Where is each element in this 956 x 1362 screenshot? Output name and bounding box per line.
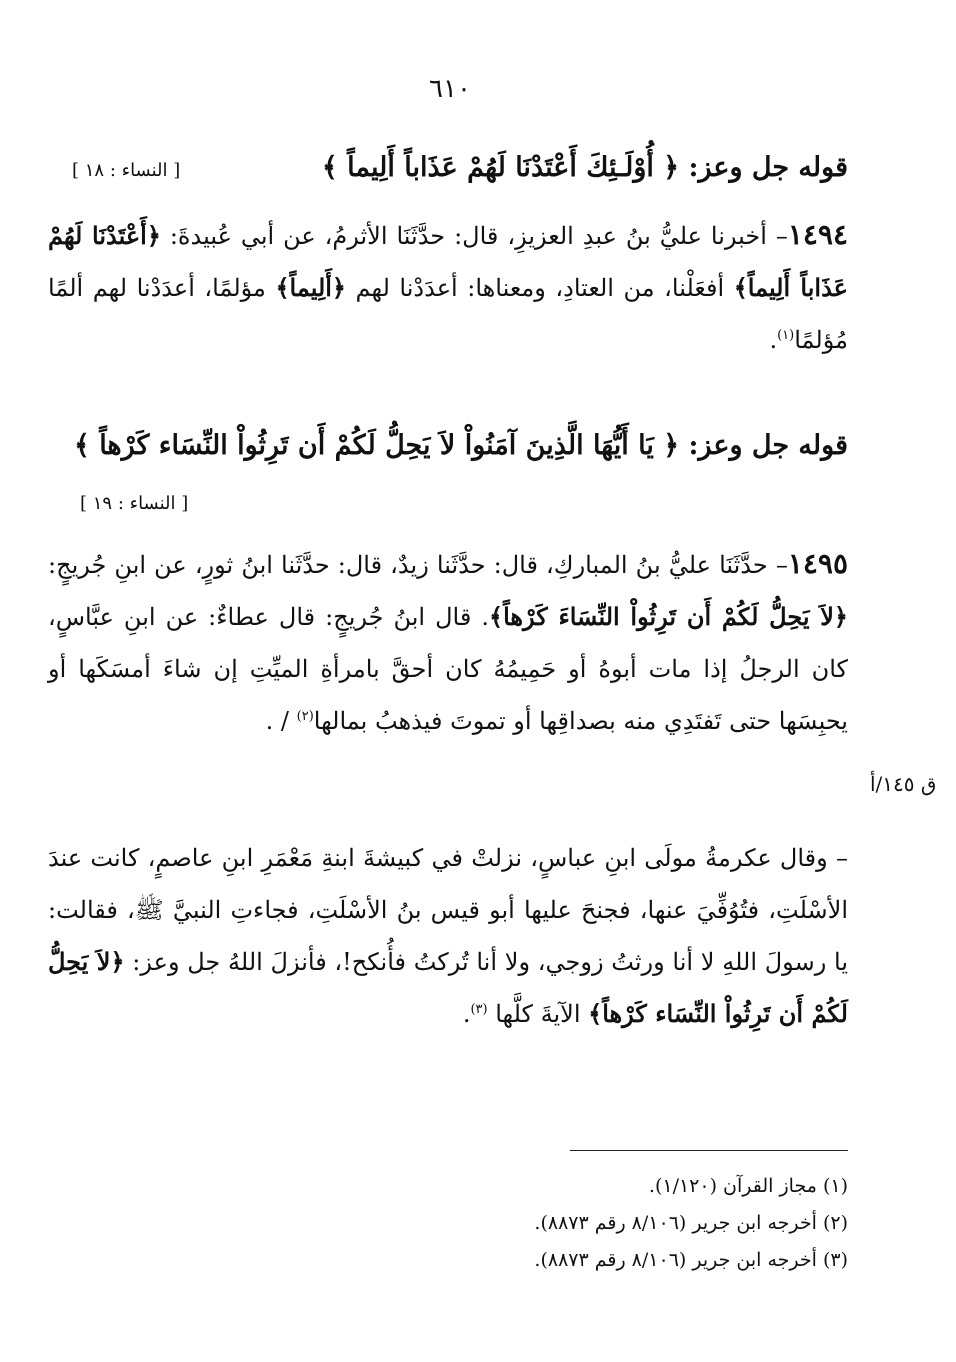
hadith-dash: –	[766, 222, 788, 250]
page-number: ٦١٠	[429, 74, 471, 104]
sentence-end: .	[462, 1000, 471, 1028]
hadith-text: حدَّثَنَا عليُّ بنُ المباركِ، قال: حدَّثَنا زيدٌ، قال: حدَّثَنا ابنُ ثورٍ، عن ابنِ جُريجٍ:	[48, 551, 768, 579]
manuscript-folio-note: ق ١٤٥/أ	[870, 772, 937, 796]
sura-reference: [ النساء : ١٩ ]	[80, 493, 189, 514]
narration-text: – وقال عكرمةُ مولَى ابنِ عباسٍ، نزلتْ في كبيشةَ ابنةِ مَعْمَرِ ابنِ عاصمٍ، كانت عندَ الأسْلَتِ، فتُوُفِّيَ عنها، فجنحَ عليها أبو قيس بنُ الأسْلَتِ، فجاءتِ النبيَّ ﷺ، فقالت: يا رسولَ اللهِ لا أنا ورثتُ زوجي، ولا أنا تُركتُ فأُنكح!، فأنزلَ اللهُ جل وعز:	[48, 844, 849, 976]
heading-prefix: قوله جل وعز:	[679, 430, 848, 461]
footnote-2: (٢) أخرجه ابن جرير (٨/١٠٦ رقم ٨٨٧٣).	[534, 1212, 848, 1234]
quran-verse: ﴿أَلِيماً﴾	[275, 273, 346, 302]
hadith-text: . قال ابنُ جُريجٍ: قال عطاءٌ: عن ابنِ عبَّاسٍ، كان الرجلُ إذا مات أبوهُ أو حَمِيمُهُ كان أحقَّ بامرأةِ الميِّتِ إن شاءَ أمسَكَها أو يحبِسَها حتى تَفتَدِي منه بصداقِها أو تموتَ فيذهبُ بمالها	[48, 603, 848, 735]
footnote-1: (١) مجاز القرآن (١/١٢٠).	[648, 1175, 848, 1197]
hadith-number: ١٤٩٥	[787, 547, 848, 580]
sura-reference: [ النساء : ١٨ ]	[72, 160, 181, 181]
footnote-marker: (٢)	[296, 709, 314, 724]
footnote-3: (٣) أخرجه ابن جرير (٨/١٠٦ رقم ٨٨٧٣).	[534, 1249, 848, 1271]
footnote-marker: (٣)	[470, 1002, 488, 1017]
hadith-1495	[48, 538, 848, 747]
heading-prefix: قوله جل وعز:	[679, 152, 848, 183]
sentence-end: / .	[265, 707, 297, 735]
hadith-text: أفعَلْنا، من العتادِ، ومعناها: أعدَدْنا لهم	[346, 274, 734, 302]
sentence-end: .	[769, 326, 778, 354]
quran-verse: ﴿ أُوْلَـئِكَ أَعْتَدْنَا لَهُمْ عَذَاباً أَلِيماً ﴾	[321, 152, 680, 183]
footnotes	[300, 1168, 848, 1279]
quran-verse: ﴿ يَا أَيُّهَا الَّذِينَ آمَنُواْ لاَ يَحِلُّ لَكُمْ أَن تَرِثُواْ النِّسَاء كَرْهاً ﴾	[73, 430, 680, 461]
hadith-1494	[48, 209, 848, 366]
hadith-text: أخبرنا عليُّ بنُ عبدِ العزيزِ، قال: حدَّثَنَا الأثرمُ، عن أبي عُبيدةَ:	[160, 222, 767, 250]
hadith-number: ١٤٩٤	[787, 218, 848, 251]
ikrima-narration	[48, 832, 848, 1040]
narration-text: الآيةَ كلَّها	[487, 1000, 589, 1028]
footnote-divider	[570, 1150, 848, 1151]
footnote-marker: (١)	[777, 328, 795, 343]
quran-verse: ﴿أَعْتَدْنَا لَهُمْ عَذَاباً أَلِيماً﴾	[48, 221, 849, 302]
hadith-text: مؤلمًا، أعدَدْنا لهم ألمًا مُؤلمًا	[48, 274, 848, 354]
quran-verse: ﴿لاَ يَحِلُّ لَكُمْ أَن تَرِثُواْ النِّسَاءَ كَرْهاً﴾	[489, 602, 848, 631]
section-heading-nisa-19	[48, 415, 848, 477]
hadith-dash: –	[767, 551, 788, 579]
quran-verse: ﴿لاَ يَحِلُّ لَكُمْ أَن تَرِثُواْ النِّسَاء كَرْهاً﴾	[48, 947, 848, 1028]
